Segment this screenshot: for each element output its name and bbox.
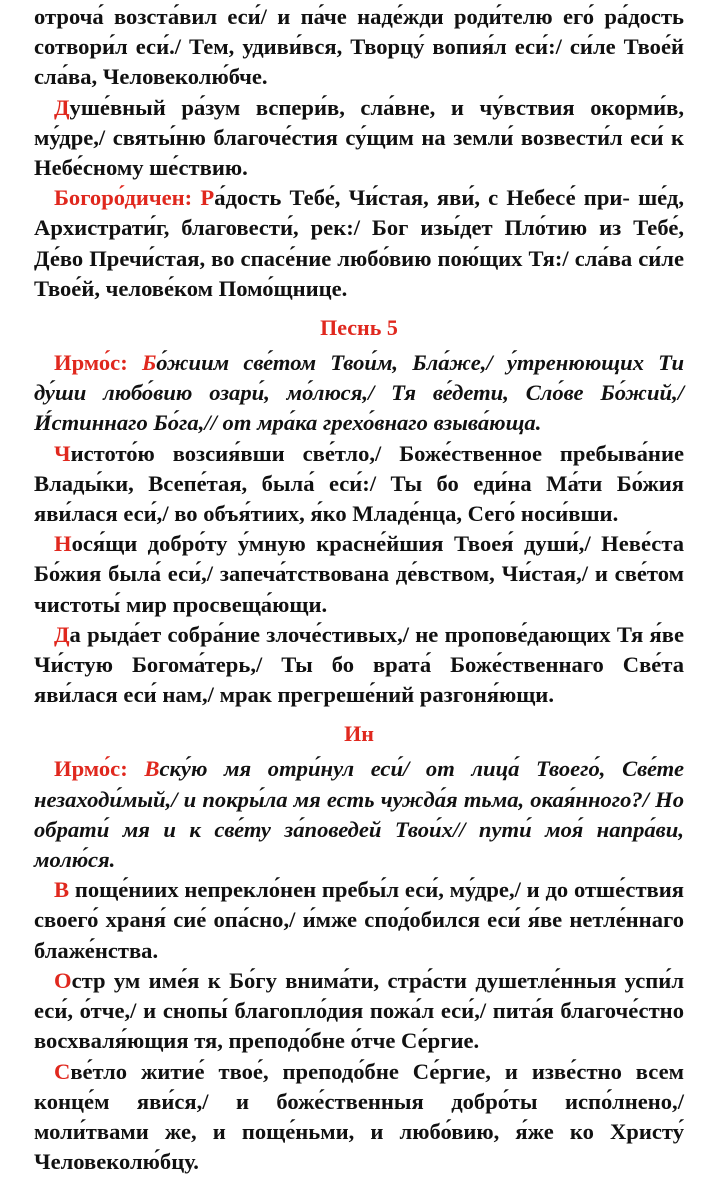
irmos bbox=[34, 754, 684, 875]
troparion bbox=[34, 529, 684, 620]
initial-letter: Н bbox=[54, 531, 72, 556]
irmos bbox=[34, 348, 684, 439]
section-heading-other-canon: Ин bbox=[34, 720, 684, 748]
theotokion-label: Богоро́дичен: bbox=[54, 185, 200, 210]
paragraph-text: ску́ю мя отри́нул еси́/ от лица́ Твоего́, Све́те незаходи́мый,/ и покры́ла мя есть чужда́я тьма, окая́нного?/ Но обрати́ мя и к све́ту за́поведей Твои́х// пути́ моя́ напра́ви, молю́ся. bbox=[34, 756, 684, 872]
initial-letter: Р bbox=[200, 185, 214, 210]
irmos-label: Ирмо́с: bbox=[54, 756, 144, 781]
section-heading-ode-5: Песнь 5 bbox=[34, 314, 684, 342]
paragraph-text: истото́ю возсия́вши све́тло,/ Боже́ственное пребыва́ние Влады́ки, Всепе́тая, была́ еси́:/ Ты бо еди́на Ма́ти Бо́жия яви́лася еси́,/ во объя́тиих, я́ко Младе́нца, Сего́ носи́вши. bbox=[34, 441, 684, 526]
paragraph-text: ве́тло житие́ твое́, преподо́бне Се́ргие, и изве́стно всем конце́м яви́ся,/ и боже́ственныя добро́ты испо́лнено,/ моли́твами же, и поще́ньми, и любо́вию, я́же ко Христу́ Человеколю́бцу. bbox=[34, 1059, 684, 1175]
paragraph-text: стр ум име́я к Бо́гу внима́ти, стра́сти душетле́нныя успи́л еси́, о́тче,/ и снопы́ благопло́дия пожа́л еси́,/ пита́я благоче́стно восхваля́ющия тя, преподо́бне о́тче Се́ргие. bbox=[34, 968, 684, 1053]
initial-letter: В bbox=[144, 756, 159, 781]
theotokion bbox=[34, 183, 684, 304]
troparion bbox=[34, 875, 684, 966]
troparion bbox=[34, 93, 684, 184]
troparion bbox=[34, 1057, 684, 1177]
paragraph-text: а́дость Тебе́, Чи́стая, яви́, с Небесе́ при- ше́д, Архистрати́г, благовести́, рек:/ Бог изы́дет Пло́тию из Тебе́, Де́во Пречи́стая, во спасе́ние любо́вию пою́щих Тя:/ сла́ва си́ле Твое́й, челове́ком Помо́щнице. bbox=[34, 185, 684, 301]
initial-letter: В bbox=[54, 877, 69, 902]
paragraph-continuation bbox=[34, 2, 684, 93]
paragraph-text: поще́ниих непрекло́нен пребы́л еси́, му́дре,/ и до отше́ствия своего́ храня́ сие́ опа́сно,/ и́мже спод́обился еси́ я́ве нетле́ннаго блаже́нства. bbox=[34, 877, 684, 962]
initial-letter: Ч bbox=[54, 441, 71, 466]
initial-letter: Б bbox=[142, 350, 156, 375]
troparion bbox=[34, 966, 684, 1057]
initial-letter: Д bbox=[54, 95, 70, 120]
initial-letter: О bbox=[54, 968, 72, 993]
troparion bbox=[34, 439, 684, 530]
paragraph-text: о́жиим све́том Твои́м, Бла́же,/ у́тренюющих Ти ду́ши любо́вию озари́, мо́люся,/ Тя ве́дети, Сло́ве Бо́жий,/ И́стиннаго Бо́га,// от мра́ка грехо́внаго взыва́юща. bbox=[34, 350, 684, 435]
paragraph-text: уше́вный ра́зум вспери́в, сла́вне, и чу́вствия окорми́в, му́дре,/ святы́ню благоче́стия су́щим на земли́ возвести́л еси́ к Небе́сному ше́ствию. bbox=[34, 95, 684, 180]
paragraph-text: а рыда́ет собра́ние злоче́стивых,/ не пропове́дающих Тя я́ве Чи́стую Богома́терь,/ Ты бо врата́ Боже́ственнаго Све́та яви́лася еси́ нам,/ мрак прегреше́ний разгоня́ющи. bbox=[34, 622, 684, 707]
paragraph-text: отроча́ возста́вил еси́/ и па́че наде́жди роди́телю его́ ра́дость сотвори́л еси́./ Тем, удиви́вся, Творцу́ вопия́л еси́:/ си́ле Твое́й сла́ва, Человеколю́бче. bbox=[34, 4, 684, 89]
paragraph-text: ося́щи добро́ту у́мную красне́йшия Твоея́ души́,/ Неве́ста Бо́жия была́ еси́,/ запеча́тствована де́вством, Чи́стая,/ и све́том чистоты́ мир просвеща́ющи. bbox=[34, 531, 684, 616]
troparion bbox=[34, 620, 684, 711]
initial-letter: Д bbox=[54, 622, 70, 647]
irmos-label: Ирмо́с: bbox=[54, 350, 142, 375]
initial-letter: С bbox=[54, 1059, 70, 1084]
